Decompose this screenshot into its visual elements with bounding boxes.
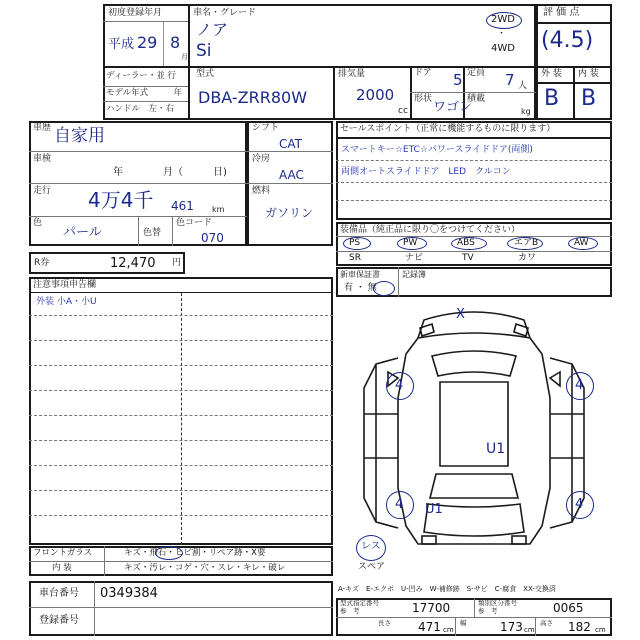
type-designation: 17700 — [412, 601, 451, 615]
interior-label: 内 装 — [578, 69, 599, 79]
year: 29 — [137, 33, 158, 52]
interior-grade: B — [581, 86, 597, 111]
width-label: 幅 — [460, 619, 467, 627]
ac: AAC — [279, 168, 304, 182]
equip-sr: SR — [349, 253, 361, 263]
inspection-value: 年 月（ 日) — [113, 167, 227, 178]
chassis-value: 0349384 — [100, 586, 158, 601]
shift-label: シフト — [252, 123, 280, 133]
class-number-label: 類別区分番号 参 考 — [478, 599, 517, 615]
shape: ワゴン — [433, 100, 473, 115]
new-car-warranty-value: 有 ・ 無 — [344, 283, 377, 293]
score: (4.5) — [541, 28, 594, 53]
spare-label: スペア — [358, 562, 386, 572]
chassis-label: 車台番号 — [39, 588, 79, 599]
era: 平成 — [108, 37, 135, 52]
interior-row-label: 内 装 — [52, 563, 72, 573]
mark-right-rear-4: 4 — [575, 497, 584, 512]
registration-label: 登録番号 — [39, 615, 79, 626]
height-unit: cm — [595, 626, 606, 634]
type-designation-label: 型式指定番号 参 考 — [340, 599, 379, 615]
color-label: 色 — [33, 218, 43, 228]
doors: 5 — [453, 71, 463, 89]
category-label: 車歴 — [33, 123, 52, 133]
load-label: 積載 — [467, 94, 486, 104]
length-unit: cm — [443, 626, 454, 634]
color-code: 070 — [201, 231, 224, 245]
fuel-label: 燃料 — [252, 186, 271, 196]
class-number: 0065 — [553, 601, 584, 615]
color: パール — [63, 225, 102, 240]
ac-label: 冷房 — [252, 154, 271, 164]
shift: CAT — [279, 137, 302, 151]
displacement-label: 排気量 — [338, 69, 366, 79]
width-unit: cm — [524, 626, 535, 634]
windshield-label: フロントガラス — [33, 548, 92, 558]
handle-label: ハンドル 左・右 — [106, 104, 175, 114]
sales-point-line-1: スマートキー☆ETC☆パワースライドドア(両側) — [341, 145, 533, 155]
recycle-amount: 12,470 — [110, 256, 156, 271]
km-unit: km — [212, 205, 225, 214]
interior-row-items: キズ・汚レ・コゲ・穴・スレ・キレ・破レ — [124, 563, 286, 573]
category: 自家用 — [54, 126, 105, 146]
color-code-label: 色コード — [176, 218, 213, 228]
length-label: 長さ — [378, 619, 391, 627]
equip-aw: AW — [574, 238, 589, 248]
doors-label: ドア — [414, 68, 432, 78]
drive-4wd: 4WD — [491, 43, 515, 54]
equip-navi: ナビ — [405, 253, 424, 263]
kg-unit: kg — [521, 107, 531, 116]
equip-pw: PW — [403, 238, 418, 248]
records-label: 記録簿 — [402, 270, 426, 279]
sales-points-title: セールスポイント（正常に機能するものに限ります） — [340, 124, 556, 134]
fuel: ガソリン — [265, 206, 314, 220]
month: 8 — [170, 33, 181, 52]
car-name-label: 車名・グレード — [193, 8, 257, 18]
drive-dot: ・ — [497, 29, 507, 39]
equip-leather: カワ — [518, 253, 537, 263]
mark-left-rear-4: 4 — [395, 497, 404, 512]
windshield-items: キズ・飛石・ヒビ割・リペア跡・X要 — [124, 548, 266, 558]
equipment-title: 装備品（純正品に限り〇をつけてください） — [340, 225, 521, 235]
recycle-box — [29, 252, 185, 274]
grade: Si — [196, 41, 212, 61]
displacement: 2000 — [356, 86, 395, 104]
mileage-sub: 461 — [171, 199, 194, 213]
recycle-label: R券 — [34, 258, 50, 268]
mileage-main: 4万4千 — [88, 188, 154, 212]
mark-left-front-4: 4 — [395, 378, 404, 393]
model-year-label: モデル年式 年 — [106, 88, 183, 98]
height: 182 — [568, 620, 591, 634]
capacity-label: 定員 — [467, 68, 486, 78]
type-label: 型式 — [196, 69, 215, 79]
notes-line-1: 外装 小A・小U — [36, 297, 97, 307]
mark-left-rear-u1: U1 — [425, 502, 443, 517]
equip-ps: PS — [349, 238, 361, 248]
score-label: 評 価 点 — [543, 7, 580, 18]
spare-mark: レス — [361, 541, 381, 552]
width: 173 — [500, 620, 523, 634]
color-change-label: 色替 — [143, 228, 162, 238]
month-unit: 月 — [181, 53, 188, 61]
notes-title: 注意事項申告欄 — [33, 280, 97, 290]
recycle-unit: 円 — [172, 258, 182, 268]
exterior-label: 外 装 — [541, 69, 562, 79]
new-car-warranty-label: 新車保証書 — [340, 270, 380, 279]
mark-front-x: X — [456, 307, 465, 322]
dealer-label: ディーラー・並 行 — [106, 71, 177, 81]
equip-abs: ABS — [457, 238, 475, 248]
first-reg-label: 初度登録年月 — [108, 8, 163, 18]
equip-airbag: エアB — [514, 238, 539, 248]
drive-2wd: 2WD — [491, 14, 515, 25]
type-value: DBA-ZRR80W — [198, 88, 308, 107]
sales-point-line-2: 両側オートスライドドア LED クルコン — [341, 167, 511, 177]
capacity-unit: 人 — [518, 81, 528, 91]
inspection-label: 車検 — [33, 154, 52, 164]
mark-roof-u1: U1 — [486, 441, 506, 457]
capacity: 7 — [505, 71, 515, 89]
height-label: 高さ — [540, 619, 553, 627]
cc-unit: cc — [398, 106, 408, 116]
shape-label: 形状 — [414, 94, 433, 104]
equip-tv: TV — [462, 253, 474, 263]
mileage-label: 走行 — [33, 186, 52, 196]
mark-right-front-4: 4 — [575, 378, 584, 393]
exterior-grade: B — [544, 86, 560, 111]
damage-legend: A-キズ E-エクボ U-凹み W-補修跡 S-サビ C-腐食 XX-交換済 — [338, 585, 556, 593]
length: 471 — [418, 620, 441, 634]
car-name: ノア — [196, 20, 229, 39]
